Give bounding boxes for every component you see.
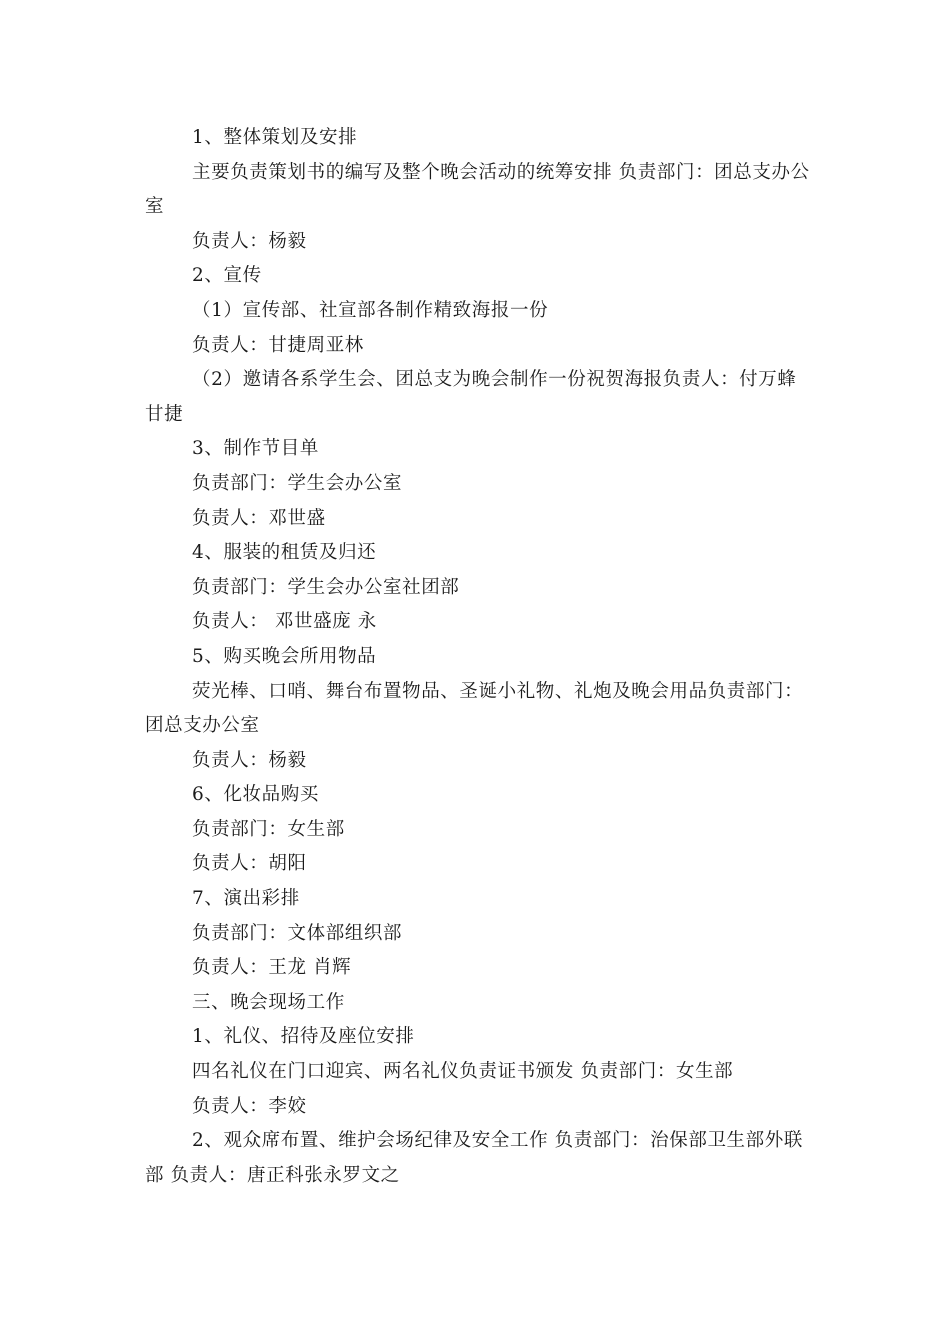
paragraph-planning-duties: 主要负责策划书的编写及整个晚会活动的统筹安排 负责部门：团总支办公室 xyxy=(145,161,810,218)
paragraph-audience-security: 2、观众席布置、维护会场纪律及安全工作 负责部门：治保部卫生部外联部 负责人：唐正科张永罗文之 xyxy=(145,1130,803,1186)
heading-onsite-work: 三、晚会现场工作 xyxy=(192,991,345,1013)
heading-program-list: 3、制作节目单 xyxy=(192,438,319,460)
heading-overall-planning: 1、整体策划及安排 xyxy=(192,127,358,148)
heading-purchase-items: 5、购买晚会所用物品 xyxy=(192,645,377,667)
document-body xyxy=(145,121,810,1193)
paragraph-department: 负责部门：文体部组织部 xyxy=(192,922,403,944)
paragraph-responsible-person: 负责人：王龙 肖辉 xyxy=(192,957,352,979)
paragraph-responsible-person: 负责人：杨毅 xyxy=(192,230,307,252)
heading-costume-rental: 4、服装的租赁及归还 xyxy=(192,542,377,564)
paragraph-responsible-person: 负责人：胡阳 xyxy=(192,853,307,875)
heading-etiquette-seating: 1、礼仪、招待及座位安排 xyxy=(192,1026,415,1048)
paragraph-poster-1: （1）宣传部、社宣部各制作精致海报一份 xyxy=(192,299,549,321)
paragraph-department: 负责部门：女生部 xyxy=(192,818,345,840)
paragraph-responsible-person: 负责人：李姣 xyxy=(192,1095,307,1117)
paragraph-department: 负责部门：学生会办公室 xyxy=(192,472,403,494)
paragraph-etiquette-duties: 四名礼仪在门口迎宾、两名礼仪负责证书颁发 负责部门：女生部 xyxy=(192,1061,734,1083)
paragraph-poster-2: （2）邀请各系学生会、团总支为晚会制作一份祝贺海报负责人：付万蜂甘捷 xyxy=(145,369,797,425)
paragraph-department: 负责部门：学生会办公室社团部 xyxy=(192,576,460,598)
heading-cosmetics: 6、化妆品购买 xyxy=(192,784,319,806)
paragraph-responsible-person: 负责人：杨毅 xyxy=(192,749,307,771)
paragraph-item-list: 荧光棒、口哨、舞台布置物品、圣诞小礼物、礼炮及晚会用品负责部门：团总支办公室 xyxy=(145,680,804,737)
paragraph-responsible-person: 负责人： 邓世盛庞 永 xyxy=(192,611,377,633)
heading-publicity: 2、宣传 xyxy=(192,265,262,287)
paragraph-responsible-person: 负责人：甘捷周亚林 xyxy=(192,334,364,356)
paragraph-responsible-person: 负责人：邓世盛 xyxy=(192,507,326,529)
heading-rehearsal: 7、演出彩排 xyxy=(192,888,300,910)
